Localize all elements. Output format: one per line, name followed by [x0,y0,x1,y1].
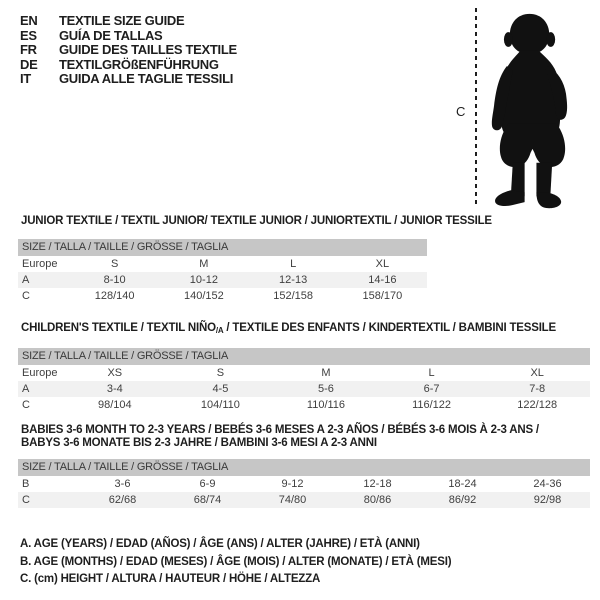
junior-table-title: JUNIOR TEXTILE / TEXTIL JUNIOR/ TEXTILE JUNIOR / JUNIORTEXTIL / JUNIOR TESSILE [21,215,492,227]
value-cell: 92/98 [533,494,562,506]
value-cell: L [290,258,297,270]
lang-code: DE [20,56,38,72]
babies-textile-table [18,424,590,508]
title-segment: / TEXTILE DES ENFANTS / KINDERTEXTIL / BAMBINI TESSILE [223,322,556,334]
height-measure-label: C [456,104,466,119]
table-row-age-months [18,476,590,492]
junior-textile-table [18,215,492,304]
lang-code: ES [20,27,37,43]
height-measure-dashed-line [475,8,477,206]
lang-row-it [20,72,237,87]
value-cell: 8-10 [103,274,126,286]
lang-title: TEXTILGRÖßENFÜHRUNG [59,56,219,72]
value-cell: 6-7 [423,383,440,395]
row-label-cell: C [22,494,30,506]
footnote-age-months: B. AGE (MONTHS) / EDAD (MESES) / ÂGE (MOIS) / ALTER (MONATE) / ETÀ (MESI) [20,555,452,568]
size-header-bar: SIZE / TALLA / TAILLE / GRÖSSE / TAGLIA [18,348,590,365]
value-cell: 116/122 [412,399,452,411]
lang-row-de [20,58,237,73]
table-title-wrap [18,424,590,450]
row-label-cell: A [22,383,30,395]
value-cell: 14-16 [368,274,397,286]
size-header-bar: SIZE / TALLA / TAILLE / GRÖSSE / TAGLIA [18,239,427,256]
row-label-cell: Europe [22,367,58,379]
table-title-wrap [18,322,590,337]
babies-table-title-line1: BABIES 3-6 MONTH TO 2-3 YEARS / BEBÉS 3-6 MESES A 2-3 AÑOS / BÉBÉS 3-6 MOIS À 2-3 ANS / [21,424,539,436]
value-cell: 5-6 [318,383,334,395]
value-cell: L [428,367,435,379]
value-cell: 122/128 [517,399,558,411]
childrens-table-title [21,322,590,337]
value-cell: 68/74 [193,494,222,506]
row-label-cell: A [22,274,30,286]
row-label-cell: Europe [22,258,58,270]
value-cell: M [199,258,209,270]
lang-row-en [20,14,237,29]
childrens-size-grid [18,365,590,413]
value-cell: 158/170 [362,290,403,302]
value-cell: 152/158 [273,290,313,302]
lang-code: IT [20,71,31,87]
row-label-cell: C [22,399,30,411]
table-row-europe [18,365,590,381]
legend-footnotes [20,536,451,589]
value-cell: 7-8 [529,383,546,395]
size-header-bar: SIZE / TALLA / TAILLE / GRÖSSE / TAGLIA [18,459,590,476]
lang-code: EN [20,13,38,28]
table-row-height [18,288,427,304]
value-cell: 3-6 [114,478,131,490]
table-row-height [18,397,590,413]
value-cell: XL [530,367,544,379]
value-cell: 98/104 [97,399,132,411]
table-row-europe [18,256,427,272]
table-row-age [18,381,590,397]
value-cell: 12-13 [279,274,308,286]
value-cell: 12-18 [363,478,392,490]
row-label-cell: B [22,478,30,490]
lang-row-fr [20,43,237,58]
value-cell: 9-12 [281,478,304,490]
lang-title: GUÍA DE TALLAS [59,27,163,43]
value-cell: 10-12 [189,274,218,286]
row-label-cell: C [22,290,30,302]
value-cell: M [321,367,331,379]
table-title-wrap [18,215,492,228]
title-segment: CHILDREN'S TEXTILE / TEXTIL NIÑO [21,322,216,334]
footnote-height: C. (cm) HEIGHT / ALTURA / HAUTEUR / HÖHE / ALTEZZA [20,573,321,585]
value-cell: 110/116 [306,399,346,411]
babies-table-title-line2: BABYS 3-6 MONATE BIS 2-3 JAHRE / BAMBINI 3-6 MESI A 2-3 ANNI [21,437,377,449]
title-subscript: /A [215,326,224,335]
babies-size-grid [18,476,590,508]
lang-title: GUIDA ALLE TAGLIE TESSILI [59,71,234,87]
lang-code: FR [20,42,37,58]
value-cell: S [110,258,119,270]
value-cell: 140/152 [183,290,224,302]
value-cell: XL [375,258,390,270]
table-row-height [18,492,590,508]
value-cell: 24-36 [533,478,562,490]
value-cell: 128/140 [94,290,135,302]
value-cell: 18-24 [448,478,477,490]
lang-title: GUIDE DES TAILLES TEXTILE [59,42,237,58]
value-cell: 80/86 [363,494,392,506]
value-cell: 3-4 [106,383,123,395]
table-row-age [18,272,427,288]
childrens-textile-table [18,322,590,413]
value-cell: 74/80 [278,494,307,506]
value-cell: XS [107,367,123,379]
value-cell: S [216,367,225,379]
value-cell: 104/110 [200,399,240,411]
value-cell: 4-5 [212,383,229,395]
footnote-age-years: A. AGE (YEARS) / EDAD (AÑOS) / ÂGE (ANS) / ALTER (JAHRE) / ETÀ (ANNI) [20,538,420,550]
lang-title: TEXTILE SIZE GUIDE [59,13,185,28]
lang-row-es [20,29,237,44]
value-cell: 62/68 [108,494,137,506]
junior-size-grid [18,256,427,304]
value-cell: 6-9 [199,478,216,490]
value-cell: 86/92 [448,494,477,506]
language-title-block [20,14,237,87]
toddler-silhouette-image [484,7,580,209]
